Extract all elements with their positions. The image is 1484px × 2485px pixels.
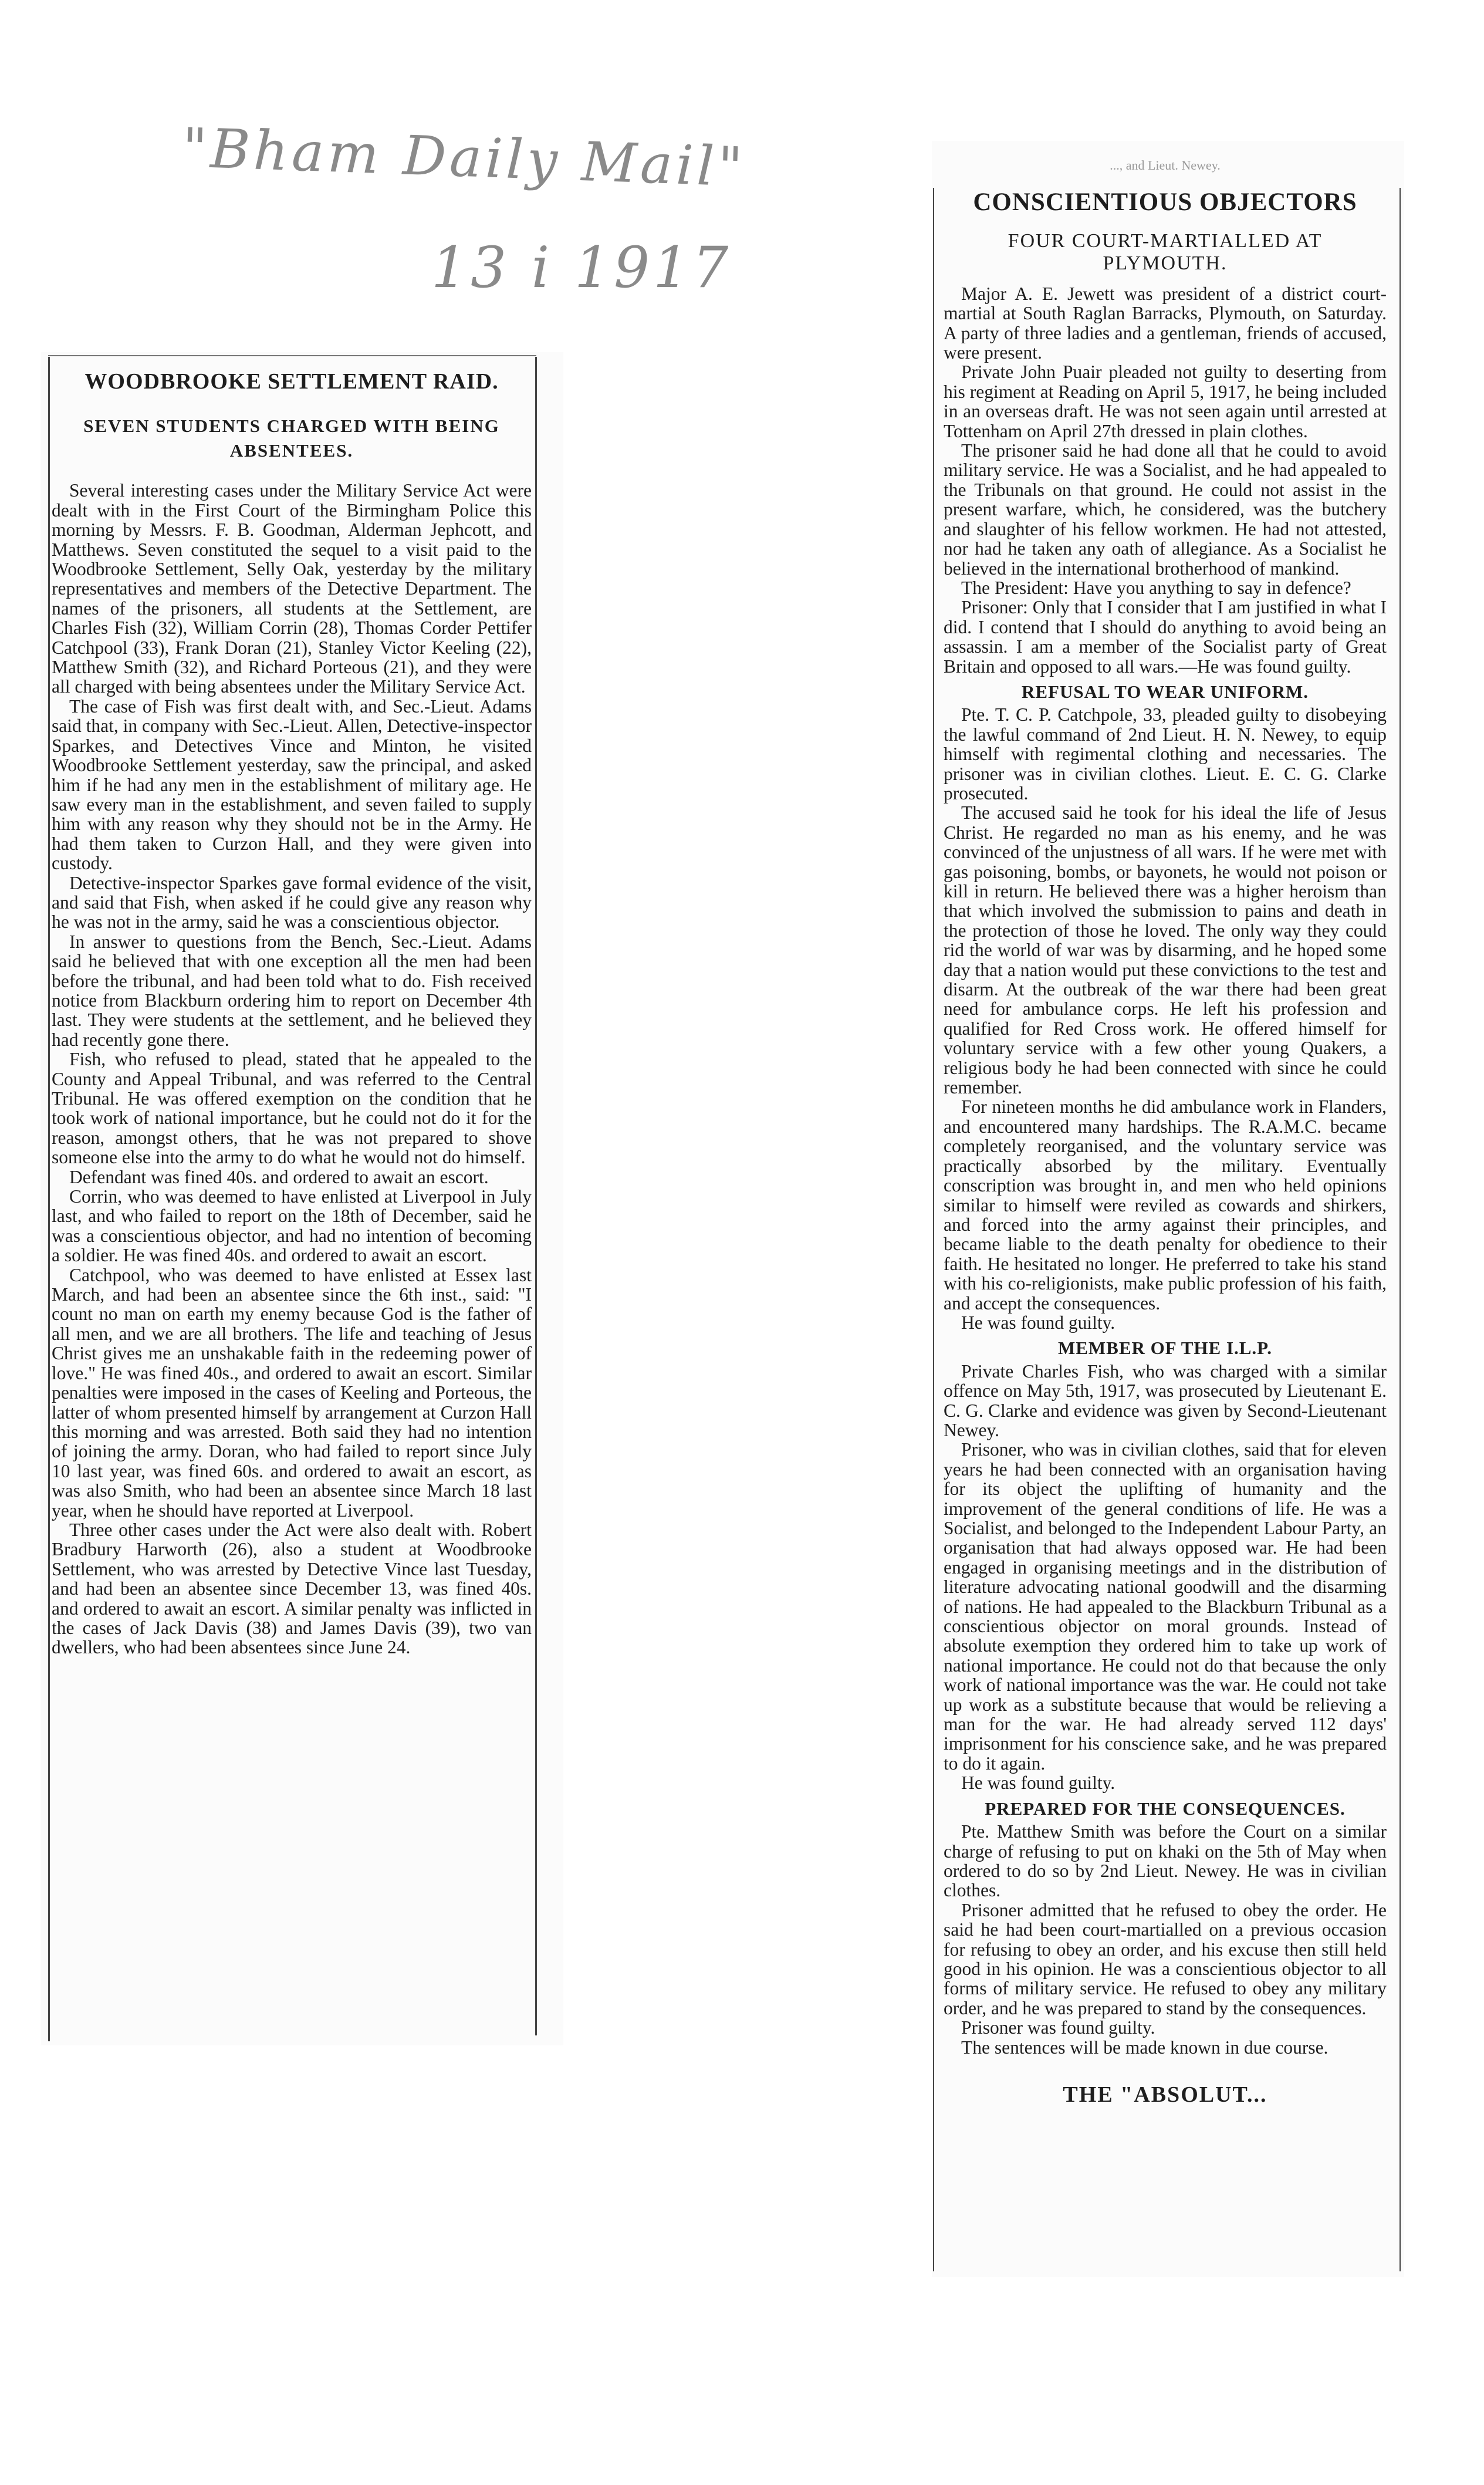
article-paragraph: Three other cases under the Act were also dealt with. Robert Bradbury Harworth (26), also a student at Woodbrooke Settlement, who was arrested by Detective Vince last Tuesday, and had been an absentee since December 13, was fined 40s. and ordered to await an escort. A similar penalty was inflicted in the cases of Jack Davis (38) and James Davis (39), two van dwellers, who had been absentees since June 24. <box>52 1519 532 1658</box>
article-paragraph: Major A. E. Jewett was president of a district court-martial at South Raglan Barracks, Plymouth, on Saturday. A party of three ladies and a gentleman, friends of accused, were present. <box>944 283 1387 363</box>
top-rule <box>48 355 536 356</box>
article-paragraph: Prisoner was found guilty. <box>961 2017 1155 2038</box>
article-paragraph: Prisoner: Only that I consider that I am justified in what I did. I contend that I should do anything to avoid being an assassin. I am a member of the Socialist party of Great Britain and opposed to all wars.—He was found guilty. <box>944 597 1387 677</box>
article-paragraph: Pte. T. C. P. Catchpole, 33, pleaded guilty to disobeying the lawful command of 2nd Lieut. H. N. Newey, to equip himself with regimental clothing and necessaries. The prisoner was in civilian clothes. Lieut. E. C. G. Clarke prosecuted. <box>944 704 1387 803</box>
left-article <box>52 369 532 1657</box>
article-paragraph: The President: Have you anything to say in defence? <box>961 577 1351 598</box>
article-paragraph: Prisoner, who was in civilian clothes, said that for eleven years he had been connected with an organisation having for its object the uplifting of humanity and the improvement of the general conditions of life. He was a Socialist, and belonged to the Independent Labour Party, an organisation that had always opposed war. He had been engaged in organising meetings and in the distribution of literature advocating national goodwill and the disarming of nations. He had appealed to the Blackburn Tribunal as a conscientious objector on moral grounds. Instead of absolute exemption they ordered him to take up work of national importance. He could not do that because the only work of national importance was the war. He could not take up work as a substitute because that would be relieving a man for the war. He had already served 112 days' imprisonment for his conscience sake, and he was prepared to do it again. <box>944 1439 1387 1774</box>
article-deck: FOUR COURT-MARTIALLED AT PLYMOUTH. <box>1008 229 1323 274</box>
article-paragraph: In answer to questions from the Bench, Sec.-Lieut. Adams said he believed that with one exception all the men had been before the tribunal, and had been told what to do. Fish received notice from Blackburn ordering him to report on December 4th last. They were students at the settlement, and he believed they had recently gone there. <box>52 931 532 1050</box>
article-paragraph: He was found guilty. <box>961 1312 1115 1333</box>
article-paragraph: The sentences will be made known in due course. <box>961 2037 1328 2058</box>
article-paragraph: Pte. Matthew Smith was before the Court on a similar charge of refusing to put on khaki on the 5th of May when ordered to do so by 2nd Lieut. Newey. He was in civilian clothes. <box>944 1821 1387 1901</box>
article-paragraph: He was found guilty. <box>961 1772 1115 1794</box>
left-column-rule <box>48 357 50 2041</box>
clipped-top-fragment: ..., and Lieut. Newey. <box>1110 158 1221 173</box>
article-paragraph: Private Charles Fish, who was charged with a similar offence on May 5th, 1917, was prosecuted by Lieutenant E. C. G. Clarke and evidence was given by Second-Lieutenant Newey. <box>944 1360 1387 1440</box>
section-heading: REFUSAL TO WEAR UNIFORM. <box>1021 681 1309 702</box>
handwritten-paper-name: "Bham Daily Mail" <box>181 116 747 199</box>
right-clip-left-rule <box>933 188 934 2271</box>
article-paragraph: Catchpool, who was deemed to have enlisted at Essex last March, and had been an absentee since the 6th inst., said: "I count no man on earth my enemy because God is the father of all men, and we are all brothers. The life and teaching of Jesus Christ gives me an unshakable faith in the redeeming power of love." He was fined 40s., and ordered to await an escort. Similar penalties were imposed in the cases of Keeling and Porteous, the latter of whom presented himself by arrangement at Curzon Hall this morning and was arrested. Both said they had no intention of joining the army. Doran, who had failed to report since July 10 last year, was fined 60s. and ordered to await an escort, as was also Smith, who had been an absentee since March 18 last year, when he should have reported at Liverpool. <box>52 1264 532 1521</box>
article-paragraph: Several interesting cases under the Military Service Act were dealt with in the First Court of the Birmingham Police this morning by Messrs. F. B. Goodman, Alderman Jephcott, and Matthews. Seven constituted the sequel to a visit paid to the Woodbrooke Settlement, Selly Oak, yesterday by the military representatives and members of the Detective Department. The names of the prisoners, all students at the Settlement, are Charles Fish (32), William Corrin (28), Thomas Corder Pettifer Catchpool (33), Frank Doran (21), Stanley Victor Keeling (22), Matthew Smith (32), and Richard Porteous (21), and they were all charged with being absentees under the Military Service Act. <box>52 480 532 697</box>
right-column-rule <box>535 357 537 2035</box>
section-heading: PREPARED FOR THE CONSEQUENCES. <box>985 1798 1346 1819</box>
article-paragraph: The prisoner said he had done all that he could to avoid military service. He was a Socialist, and he had appealed to the Tribunals on that ground. He could not assist in the present warfare, which, he considered, was the butchery and slaughter of his fellow workmen. He had not attested, nor had he taken any oath of allegiance. As a Socialist he believed in the international brotherhood of mankind. <box>944 440 1387 579</box>
handwritten-date: 13 i 1917 <box>431 235 732 301</box>
article-paragraph: Detective-inspector Sparkes gave formal evidence of the visit, and said that Fish, when asked if he could give any reason why he was not in the army, said he was a conscientious objector. <box>52 872 532 933</box>
article-paragraph: Private John Puair pleaded not guilty to deserting from his regiment at Reading on April 5, 1917, he being included in an overseas draft. He was not seen again until arrested at Tottenham on April 27th dressed in plain clothes. <box>944 362 1387 441</box>
article-subheadline: SEVEN STUDENTS CHARGED WITH BEING ABSENTEES. <box>83 416 500 461</box>
article-paragraph: For nineteen months he did ambulance work in Flanders, and encountered many hardships. The R.A.M.C. became completely reorganised, and the voluntary service was practically absorbed by the military. Eventually conscription was brought in, and men who held opinions similar to himself were reviled as cowards and shirkers, and forced into the army against their principles, and became liable to the death penalty for obedience to their faith. He hesitated no longer. He preferred to take his stand with his co-religionists, make public profession of his faith, and accept the consequences. <box>944 1096 1387 1314</box>
right-article <box>944 156 1387 2105</box>
article-paragraph: Defendant was fined 40s. and ordered to await an escort. <box>69 1166 489 1187</box>
section-heading: MEMBER OF THE I.L.P. <box>1057 1338 1273 1359</box>
article-headline: CONSCIENTIOUS OBJECTORS <box>973 188 1357 217</box>
article-paragraph: The accused said he took for his ideal the life of Jesus Christ. He regarded no man as his enemy, and he was convinced of the unjustness of all wars. If he were met with gas poisoning, bombs, or bayonets, he would not poison or kill in return. He believed there was a higher heroism than that which involved the submission to pains and death in the protection of those he loved. The only way they could rid the world of war was by disarming, and he hoped some day that a nation would put these convictions to the test and disarm. At the outbreak of the war there had been great need for ambulance corps. He left his profession and qualified for Red Cross work. He offered himself for voluntary service with a few other young Quakers, a religious body he had been connected with since he could remember. <box>944 802 1387 1098</box>
clipped-bottom-fragment: THE "ABSOLUT... <box>1063 2082 1267 2107</box>
article-paragraph: The case of Fish was first dealt with, and Sec.-Lieut. Adams said that, in company with Sec.-Lieut. Allen, Detective-inspector Sparkes, and Detectives Vince and Minton, he visited Woodbrooke Settlement yesterday, saw the principal, and asked him if he had any men in the establishment of military age. He saw every man in the establishment, and seven failed to supply him with any reason why they should not be in the Army. He had them taken to Curzon Hall, and they were given into custody. <box>52 695 532 874</box>
article-paragraph: Corrin, who was deemed to have enlisted at Liverpool in July last, and who failed to report on the 18th of December, said he was a conscientious objector, and had no intention of becoming a soldier. He was fined 40s. and ordered to await an escort. <box>52 1186 532 1266</box>
article-headline: WOODBROOKE SETTLEMENT RAID. <box>84 369 499 394</box>
article-paragraph: Prisoner admitted that he refused to obey the order. He said he had been court-martialled on a previous occasion for refusing to obey an order, and his excuse then still held good in his opinion. He was a conscientious objector to all forms of military service. He refused to obey any military order, and he was prepared to stand by the consequences. <box>944 1899 1387 2018</box>
right-clip-right-rule <box>1400 188 1401 2271</box>
article-paragraph: Fish, who refused to plead, stated that he appealed to the County and Appeal Tribunal, and was referred to the Central Tribunal. He was offered exemption on the condition that he took work of national importance, but he could not do it for the reason, amongst others, that he was not prepared to shove someone else into the army to do what he would not do himself. <box>52 1049 532 1168</box>
